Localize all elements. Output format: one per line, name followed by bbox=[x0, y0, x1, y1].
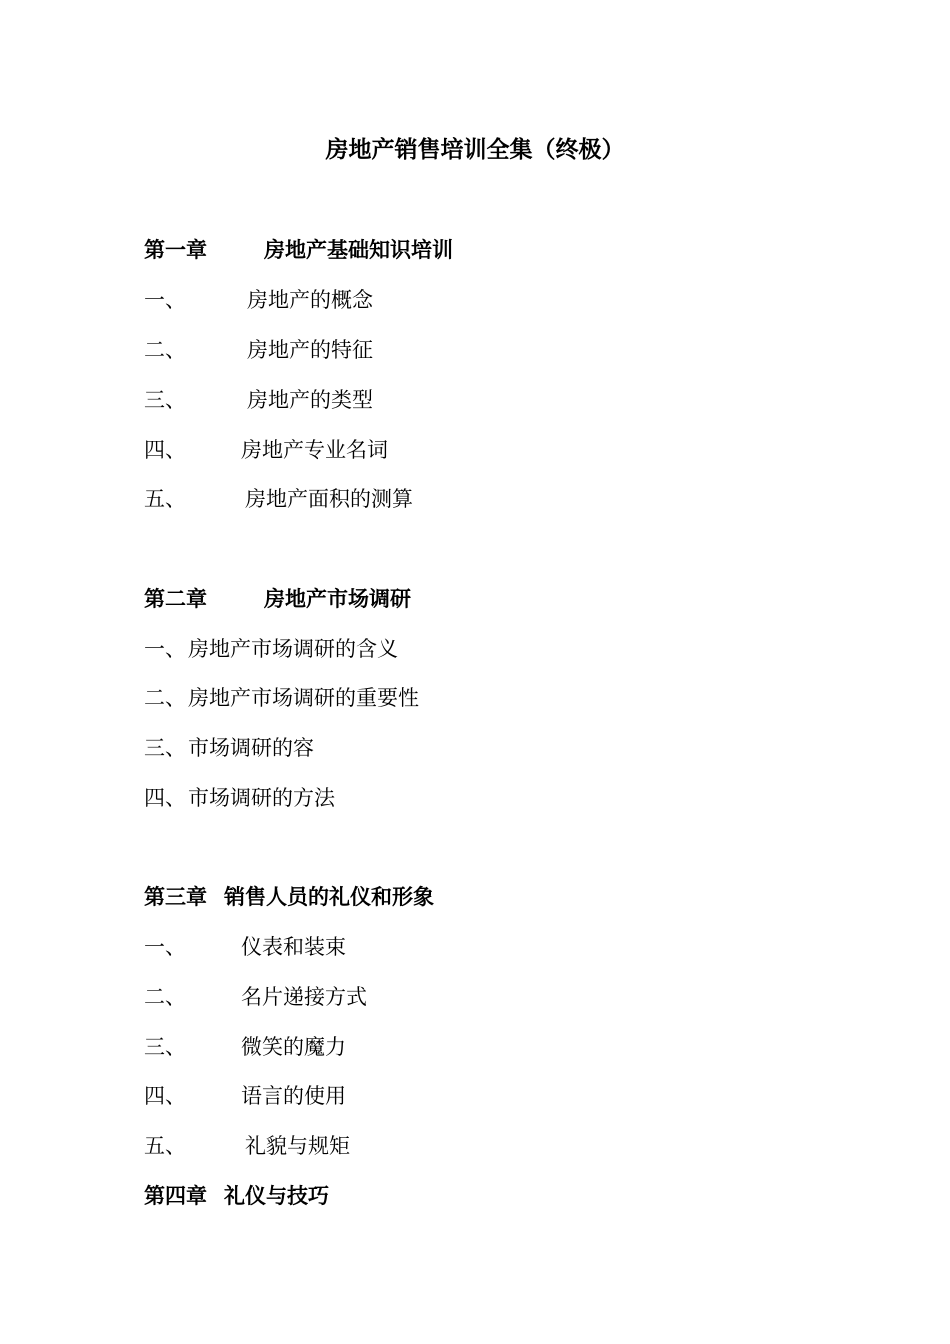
item-text: 微笑的魔力 bbox=[241, 1035, 346, 1059]
item-index: 二、 bbox=[144, 338, 186, 362]
item-index: 二、 bbox=[144, 985, 186, 1009]
chapter-title: 房地产市场调研 bbox=[264, 587, 411, 611]
item-text: 市场调研的容 bbox=[188, 736, 314, 760]
chapter-title: 礼仪与技巧 bbox=[224, 1184, 329, 1208]
chapter-title: 销售人员的礼仪和形象 bbox=[224, 885, 434, 909]
item-index: 四、 bbox=[144, 1084, 186, 1108]
item-text: 礼貌与规矩 bbox=[245, 1134, 350, 1158]
chapter-number: 第二章 bbox=[144, 587, 207, 611]
document-title: 房地产销售培训全集（终极） bbox=[325, 137, 625, 163]
item-text: 房地产市场调研的重要性 bbox=[188, 686, 419, 710]
item-text: 房地产的类型 bbox=[247, 388, 373, 412]
item-text: 房地产面积的测算 bbox=[245, 487, 413, 511]
item-index: 三、 bbox=[144, 1035, 186, 1059]
item-index: 四、 bbox=[144, 786, 186, 810]
chapter-number: 第一章 bbox=[144, 238, 207, 262]
item-index: 二、 bbox=[144, 686, 186, 710]
item-index: 一、 bbox=[144, 637, 186, 661]
item-index: 一、 bbox=[144, 288, 186, 312]
item-index: 四、 bbox=[144, 438, 186, 462]
item-text: 市场调研的方法 bbox=[188, 786, 335, 810]
chapter-number: 第三章 bbox=[144, 885, 207, 909]
item-index: 三、 bbox=[144, 388, 186, 412]
item-text: 房地产专业名词 bbox=[241, 438, 388, 462]
item-text: 名片递接方式 bbox=[241, 985, 367, 1009]
item-index: 一、 bbox=[144, 935, 186, 959]
item-text: 房地产市场调研的含义 bbox=[188, 637, 398, 661]
item-text: 房地产的特征 bbox=[247, 338, 373, 362]
item-index: 三、 bbox=[144, 736, 186, 760]
item-text: 房地产的概念 bbox=[247, 288, 373, 312]
item-text: 仪表和装束 bbox=[241, 935, 346, 959]
item-index: 五、 bbox=[144, 1134, 186, 1158]
item-text: 语言的使用 bbox=[241, 1084, 346, 1108]
chapter-title: 房地产基础知识培训 bbox=[264, 238, 453, 262]
chapter-number: 第四章 bbox=[144, 1184, 207, 1208]
item-index: 五、 bbox=[144, 487, 186, 511]
